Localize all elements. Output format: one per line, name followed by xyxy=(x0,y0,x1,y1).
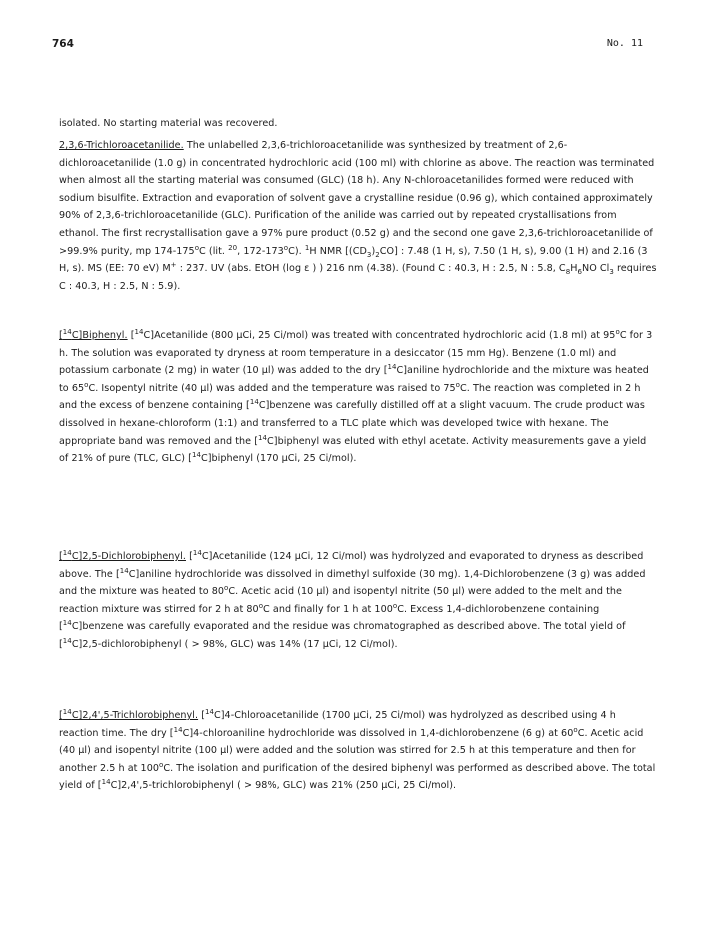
section-heading: [$^{14}$C]2,4',5-Trichlorobiphenyl. xyxy=(59,707,199,721)
paragraph-isolated: isolated. No starting material was recovered. xyxy=(59,118,278,129)
section-heading: [$^{14}$C]Biphenyl. xyxy=(59,327,128,341)
section-heading: 2,3,6-Trichloroacetanilide. xyxy=(59,140,184,151)
paragraph-trichloroacetanilide: 2,3,6-Trichloroacetanilide. The unlabelled 2,3,6-trichloroacetanilide was synthesized by treatment of 2,6-dichloroacetanilide (1.0 g) in concentrated hydrochloric acid (100 ml) with chlorine as above. The reaction was terminated when almost all the starting material was consumed (GLC) (18 h). Any N-chloroacetanilides formed were reduced with sodium bisulfite. Extraction and evaporation of solvent gave a crystalline residue (0.96 g), which contained approximately 90% of 2,3,6-trichloroacetanilide (GLC). Purification of the anilide was carried out by repeated crystallisations from ethanol. The first recrystallisation gave a 97% pure product (0.52 g) and the second one gave 2,3,6-trichloroacetanilide of >99.9% purity, mp 174-175$^o$C (lit. $^{20}$, 172-173$^o$C). $^1$H NMR $[(CD_3)_2CO]$ : 7.48 (1 H, s), 7.50 (1 H, s), 9.00 (1 H) and 2.16 (3 H, s). MS (EE: 70 eV) M+ : 237. UV (abs. EtOH (log ε ) ) 216 nm (4.38). (Found C : 40.3, H : 2.5, N : 5.8, $C_8H_6NO$ $Cl_3$ requires C : 40.3, H : 2.5, N : 5.9). xyxy=(59,140,657,292)
reference-marker: 20 xyxy=(228,243,238,252)
paragraph-trichlorobiphenyl: [$^{14}$C]2,4',5-Trichlorobiphenyl. [$^{14}$C]4-Chloroacetanilide (1700 μCi, 25 Ci/mol) was hydrolyzed as described using 4 h reaction time. The dry [$^{14}$C]4-chloroaniline hydrochloride was dissolved in 1,4-dichlorobenzene (6 g) at 60$^o$C. Acetic acid (40 μl) and isopentyl nitrite (100 μl) were added and the solution was stirred for 2.5 h at this temperature and then for another 2.5 h at 100$^o$C. The isolation and purification of the desired biphenyl was performed as described above. The total yield of [$^{14}$C]2,4',5-trichlorobiphenyl ( > 98%, GLC) was 21% (250 μCi, 25 Ci/mol). xyxy=(59,707,656,792)
section-heading: [$^{14}$C]2,5-Dichlorobiphenyl. xyxy=(59,548,186,562)
issue-number: No. 11 xyxy=(606,38,643,49)
paragraph-biphenyl: [$^{14}$C]Biphenyl. [$^{14}$C]Acetanilide (800 μCi, 25 Ci/mol) was treated with concentrated hydrochloric acid (1.8 ml) at 95$^o$C for 3 h. The solution was evaporated ty dryness at room temperature in a desiccator (15 mm Hg). Benzene (1.0 ml) and potassium carbonate (2 mg) in water (10 μl) was added to the dry [$^{14}$C]aniline hydrochloride and the mixture was heated to 65$^o$C. Isopentyl nitrite (40 μl) was added and the temperature was raised to 75$^o$C. The reaction was completed in 2 h and the excess of benzene containing [$^{14}$C]benzene was carefully distilled off at a slight vacuum. The crude product was dissolved in hexane-chloroform (1:1) and transferred to a TLC plate which was developed twice with hexane. The appropriate band was removed and the [$^{14}$C]biphenyl was eluted with ethyl acetate. Activity measurements gave a yield of 21% of pure (TLC, GLC) [$^{14}$C]biphenyl (170 μCi, 25 Ci/mol). xyxy=(59,327,653,465)
page-number: 764 xyxy=(52,38,74,50)
paragraph-dichlorobiphenyl: [$^{14}$C]2,5-Dichlorobiphenyl. [$^{14}$C]Acetanilide (124 μCi, 12 Ci/mol) was hydrolyzed and evaporated to dryness as described above. The [$^{14}$C]aniline hydrochloride was dissolved in dimethyl sulfoxide (30 mg). 1,4-Dichlorobenzene (3 g) was added and the mixture was heated to 80$^o$C. Acetic acid (10 μl) and isopentyl nitrite (50 μl) were added to the melt and the reaction mixture was stirred for 2 h at 80$^o$C and finally for 1 h at 100$^o$C. Excess 1,4-dichlorobenzene containing [$^{14}$C]benzene was carefully evaporated and the residue was chromatographed as described above. The total yield of [$^{14}$C]2,5-dichlorobiphenyl ( > 98%, GLC) was 14% (17 μCi, 12 Ci/mol). xyxy=(59,548,646,650)
